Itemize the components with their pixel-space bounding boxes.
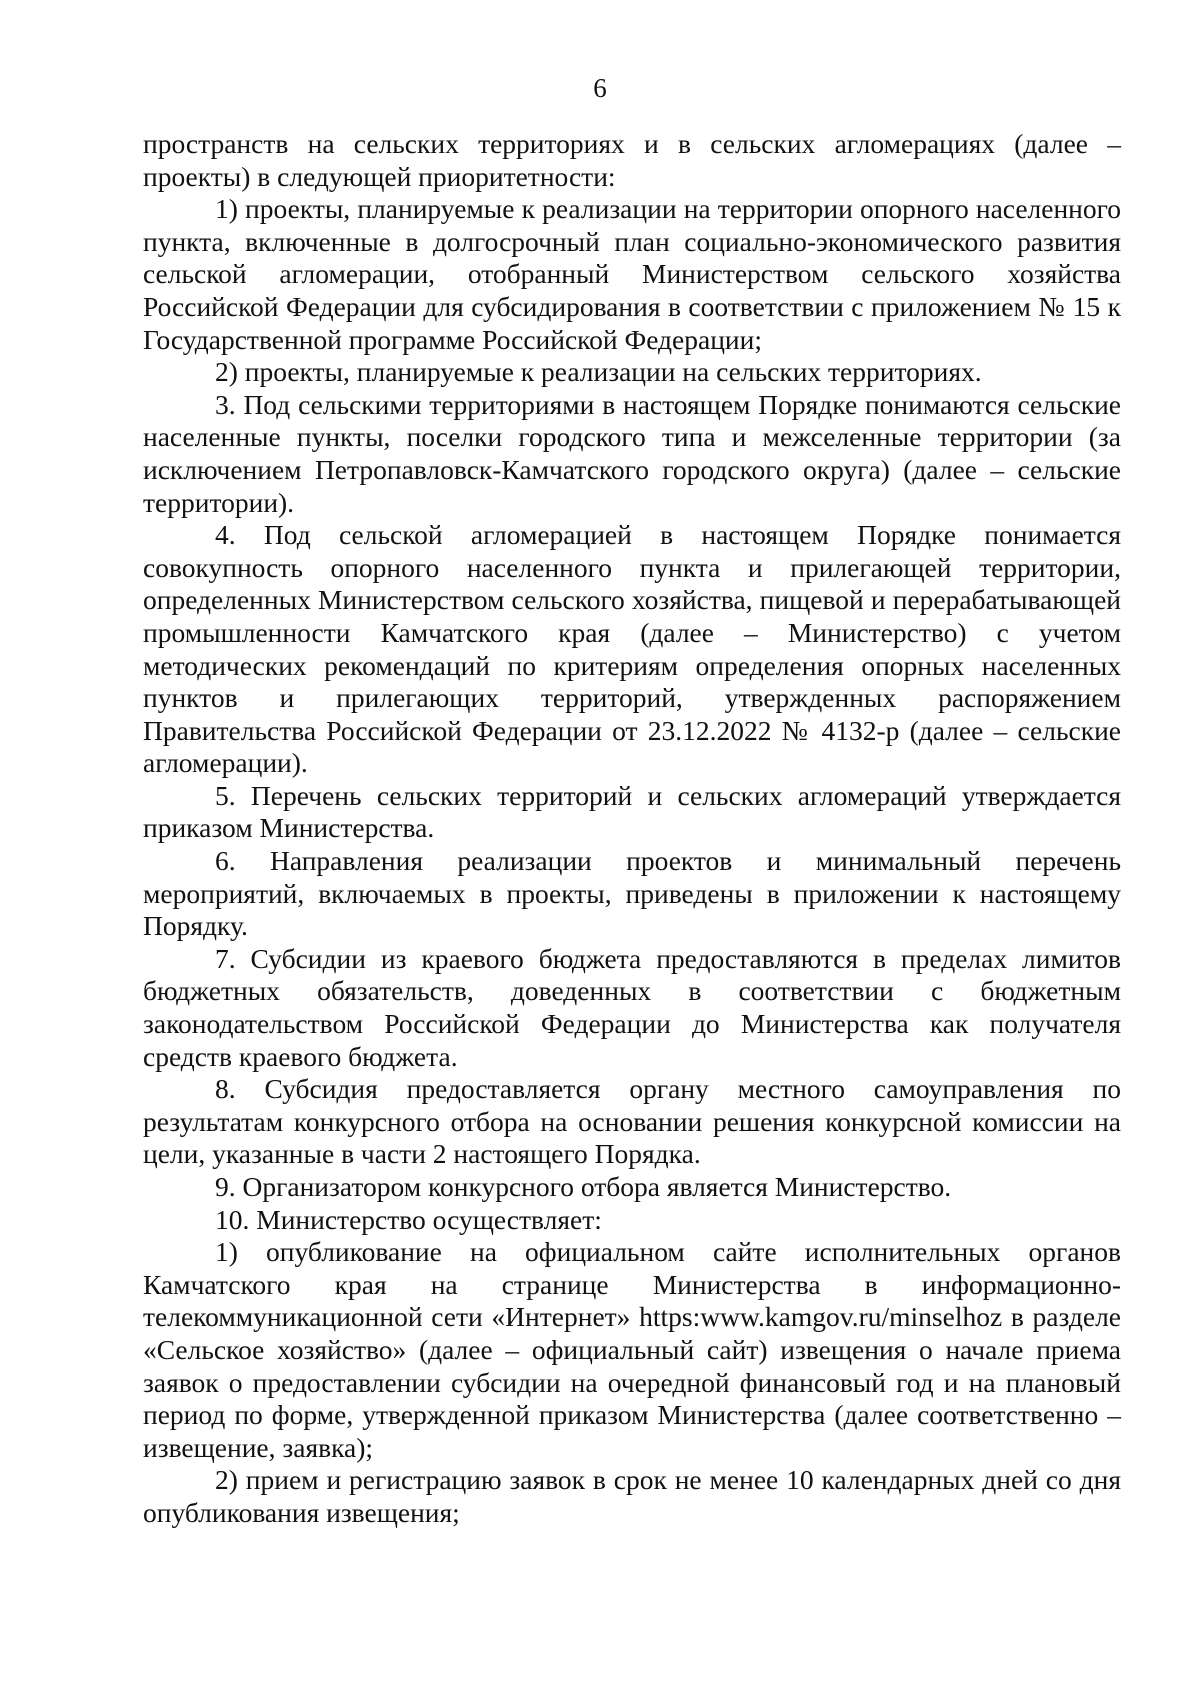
paragraph-clause-7: 7. Субсидии из краевого бюджета предоставляются в пределах лимитов бюджетных обязательств, доведенных в соответствии с бюджетным законодательством Российской Федерации до Министерства как получателя средств краевого бюджета. bbox=[143, 942, 1121, 1072]
paragraph-item-1: 1) проекты, планируемые к реализации на территории опорного населенного пункта, включенные в долгосрочный план социально-экономического развития сельской агломерации, отобранный Министерством сельского хозяйства Российской Федерации для субсидирования в соответствии с приложением № 15 к Государственной программе Российской Федерации; bbox=[143, 193, 1121, 355]
paragraph-clause-10-item-1: 1) опубликование на официальном сайте исполнительных органов Камчатского края на странице Министерства в информационно-телекоммуникационной сети «Интернет» https:www.kamgov.ru/minselhoz в разделе «Сельское хозяйство» (далее – официальный сайт) извещения о начале приема заявок о предоставлении субсидии на очередной финансовый год и на плановый период по форме, утвержденной приказом Министерства (далее соответственно – извещение, заявка); bbox=[143, 1236, 1121, 1463]
paragraph-continuation: пространств на сельских территориях и в сельских агломерациях (далее – проекты) в следующей приоритетности: bbox=[143, 128, 1121, 192]
paragraph-clause-8: 8. Субсидия предоставляется органу местного самоуправления по результатам конкурсного отбора на основании решения конкурсной комиссии на цели, указанные в части 2 настоящего Порядка. bbox=[143, 1073, 1121, 1170]
page-number: 6 bbox=[593, 73, 607, 103]
paragraph-item-2: 2) проекты, планируемые к реализации на сельских территориях. bbox=[215, 356, 982, 388]
paragraph-clause-3: 3. Под сельскими территориями в настоящем Порядке понимаются сельские населенные пункты, поселки городского типа и межселенные территории (за исключением Петропавловск-Камчатского городского округа) (далее – сельские территории). bbox=[143, 388, 1121, 518]
paragraph-clause-9: 9. Организатором конкурсного отбора является Министерство. bbox=[215, 1171, 952, 1202]
paragraph-clause-10-item-2: 2) прием и регистрацию заявок в срок не менее 10 календарных дней со дня опубликования извещения; bbox=[143, 1464, 1121, 1528]
paragraph-clause-4: 4. Под сельской агломерацией в настоящем Порядке понимается совокупность опорного населенного пункта и прилегающей территории, определенных Министерством сельского хозяйства, пищевой и перерабатывающей промышленности Камчатского края (далее – Министерство) с учетом методических рекомендаций по критериям определения опорных населенных пунктов и прилегающих территорий, утвержденных распоряжением Правительства Российской Федерации от 23.12.2022 № 4132-р (далее – сельские агломерации). bbox=[143, 519, 1121, 779]
document-body bbox=[143, 128, 1121, 1530]
paragraph-clause-6: 6. Направления реализации проектов и минимальный перечень мероприятий, включаемых в проекты, приведены в приложении к настоящему Порядку. bbox=[143, 845, 1121, 942]
paragraph-clause-10: 10. Министерство осуществляет: bbox=[215, 1203, 602, 1235]
paragraph-clause-5: 5. Перечень сельских территорий и сельских агломераций утверждается приказом Министерства. bbox=[143, 779, 1121, 844]
